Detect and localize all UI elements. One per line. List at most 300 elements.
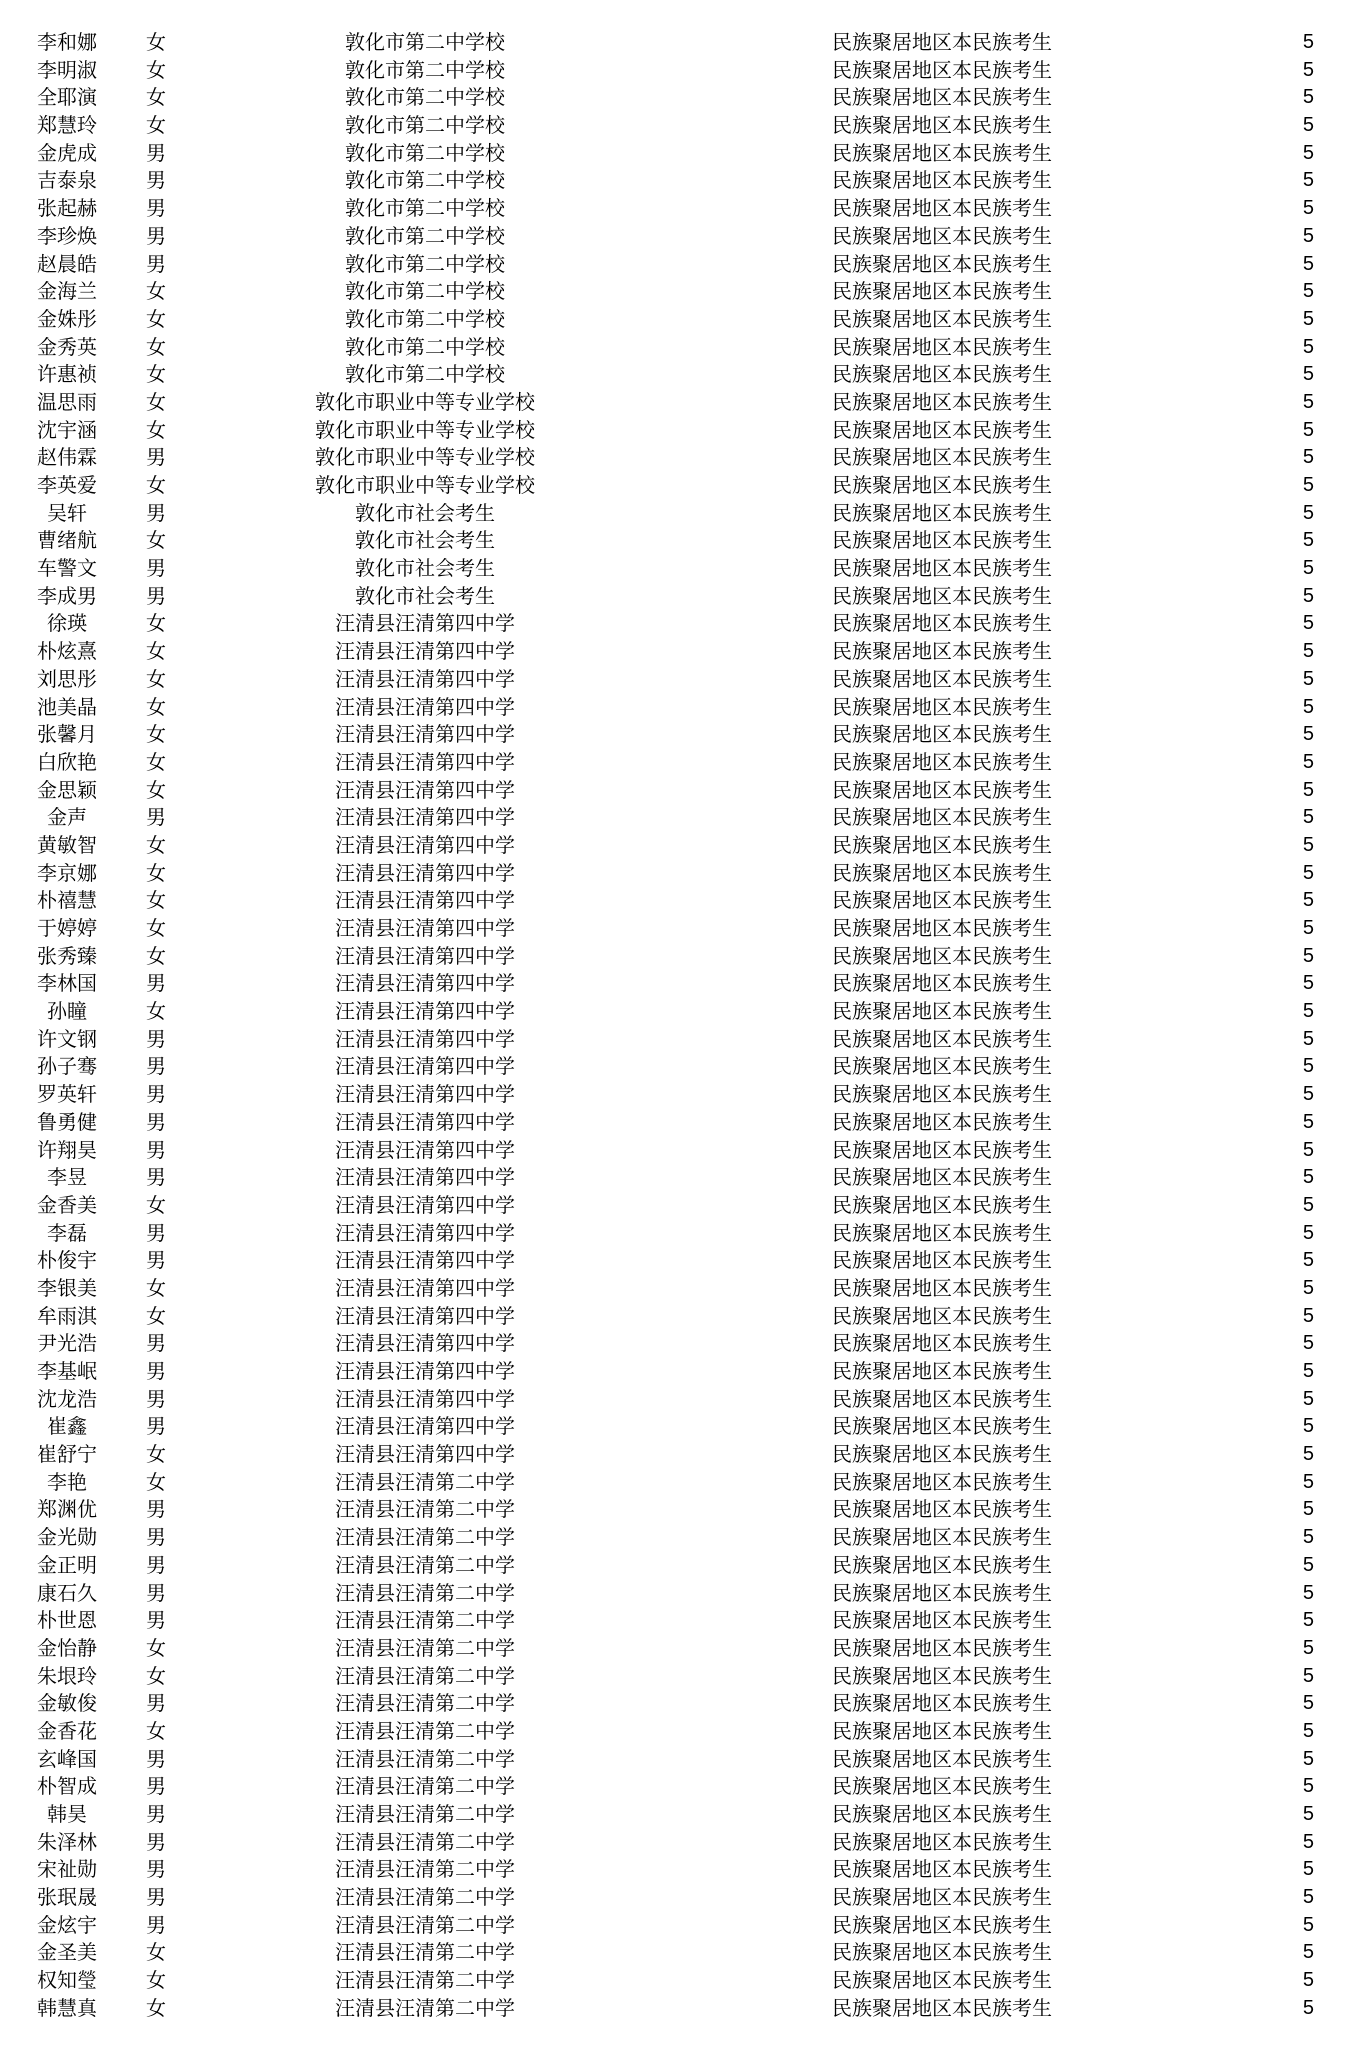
table-row [0, 1413, 1367, 1441]
student-category: 民族聚居地区本民族考生 [832, 1746, 1052, 1771]
table-row [0, 29, 1367, 57]
bonus-points: 5 [1302, 1193, 1314, 1216]
student-school: 汪清县汪清第二中学 [335, 1497, 515, 1522]
student-school: 汪清县汪清第四中学 [335, 1220, 515, 1245]
student-gender: 女 [146, 334, 166, 359]
student-name: 金秀英 [37, 334, 97, 359]
table-row [0, 389, 1367, 417]
student-name: 赵晨皓 [37, 251, 97, 276]
bonus-points: 5 [1302, 141, 1314, 164]
table-row [0, 527, 1367, 555]
student-category: 民族聚居地区本民族考生 [832, 888, 1052, 913]
student-category: 民族聚居地区本民族考生 [832, 1386, 1052, 1411]
student-category: 民族聚居地区本民族考生 [832, 473, 1052, 497]
table-row [0, 306, 1367, 334]
student-category: 民族聚居地区本民族考生 [832, 556, 1052, 581]
student-category: 民族聚居地区本民族考生 [832, 500, 1052, 525]
student-gender: 男 [146, 1137, 166, 1162]
student-category: 民族聚居地区本民族考生 [832, 639, 1052, 664]
student-school: 敦化市社会考生 [355, 556, 495, 581]
bonus-points: 5 [1302, 1969, 1314, 1992]
student-school: 汪清县汪清第四中学 [335, 1386, 515, 1411]
bonus-points: 5 [1302, 1415, 1314, 1438]
bonus-points: 5 [1302, 1138, 1314, 1161]
student-school: 敦化市第二中学校 [345, 85, 505, 110]
student-category: 民族聚居地区本民族考生 [832, 1691, 1052, 1716]
student-school: 敦化市第二中学校 [345, 362, 505, 387]
bonus-points: 5 [1302, 31, 1314, 53]
table-row [0, 278, 1367, 306]
student-gender: 男 [146, 1608, 166, 1633]
student-name: 金虎成 [37, 140, 97, 165]
student-school: 汪清县汪清第四中学 [335, 722, 515, 747]
bonus-points: 5 [1302, 750, 1314, 773]
student-category: 民族聚居地区本民族考生 [832, 749, 1052, 774]
student-category: 民族聚居地区本民族考生 [832, 196, 1052, 221]
student-name: 康石久 [37, 1580, 97, 1605]
student-gender: 女 [146, 860, 166, 885]
student-school: 汪清县汪清第二中学 [335, 1552, 515, 1577]
table-row [0, 1386, 1367, 1414]
student-category: 民族聚居地区本民族考生 [832, 1469, 1052, 1494]
student-gender: 女 [146, 1968, 166, 1993]
student-school: 汪清县汪清第四中学 [335, 1054, 515, 1079]
student-category: 民族聚居地区本民族考生 [832, 113, 1052, 138]
student-school: 汪清县汪清第四中学 [335, 916, 515, 940]
student-name: 金炫宇 [37, 1912, 97, 1937]
student-school: 汪清县汪清第四中学 [335, 666, 515, 691]
student-name: 李银美 [37, 1275, 97, 1300]
student-name: 李珍焕 [37, 223, 97, 248]
student-gender: 女 [146, 1663, 166, 1688]
table-row [0, 1635, 1367, 1663]
student-gender: 男 [146, 140, 166, 165]
bonus-points: 5 [1302, 1332, 1314, 1355]
student-category: 民族聚居地区本民族考生 [832, 1220, 1052, 1245]
student-gender: 男 [146, 805, 166, 830]
table-row [0, 1441, 1367, 1469]
student-category: 民族聚居地区本民族考生 [832, 85, 1052, 110]
student-category: 民族聚居地区本民族考生 [832, 916, 1052, 940]
roster-table [0, 29, 1367, 2023]
bonus-points: 5 [1302, 1941, 1314, 1964]
student-category: 民族聚居地区本民族考生 [832, 1303, 1052, 1328]
student-name: 车警文 [37, 556, 97, 581]
student-name: 李艳 [47, 1469, 87, 1494]
bonus-points: 5 [1302, 1747, 1314, 1770]
student-school: 汪清县汪清第四中学 [335, 1275, 515, 1300]
student-category: 民族聚居地区本民族考生 [832, 1663, 1052, 1688]
student-gender: 女 [146, 1192, 166, 1217]
student-name: 郑渊优 [37, 1497, 97, 1522]
student-school: 汪清县汪清第四中学 [335, 1082, 515, 1107]
table-row [0, 721, 1367, 749]
student-school: 汪清县汪清第四中学 [335, 1442, 515, 1467]
student-name: 朴智成 [37, 1774, 97, 1799]
table-row [0, 970, 1367, 998]
table-row [0, 84, 1367, 112]
student-category: 民族聚居地区本民族考生 [832, 1857, 1052, 1882]
student-category: 民族聚居地区本民族考生 [832, 1026, 1052, 1051]
student-gender: 男 [146, 1857, 166, 1882]
bonus-points: 5 [1302, 252, 1314, 275]
student-gender: 男 [146, 445, 166, 470]
student-category: 民族聚居地区本民族考生 [832, 666, 1052, 691]
table-row [0, 555, 1367, 583]
bonus-points: 5 [1302, 557, 1314, 580]
student-gender: 男 [146, 1165, 166, 1190]
bonus-points: 5 [1302, 1996, 1314, 2019]
student-name: 李磊 [47, 1220, 87, 1245]
table-row [0, 1164, 1367, 1192]
student-gender: 男 [146, 168, 166, 193]
student-gender: 男 [146, 196, 166, 221]
student-category: 民族聚居地区本民族考生 [832, 1525, 1052, 1550]
bonus-points: 5 [1302, 280, 1314, 303]
table-row [0, 1746, 1367, 1774]
student-gender: 女 [146, 113, 166, 138]
student-category: 民族聚居地区本民族考生 [832, 611, 1052, 636]
bonus-points: 5 [1302, 474, 1314, 496]
student-category: 民族聚居地区本民族考生 [832, 306, 1052, 331]
table-row [0, 998, 1367, 1026]
student-school: 汪清县汪清第二中学 [335, 1995, 515, 2020]
student-school: 汪清县汪清第二中学 [335, 1469, 515, 1494]
bonus-points: 5 [1302, 917, 1314, 939]
student-school: 敦化市第二中学校 [345, 279, 505, 304]
bonus-points: 5 [1302, 224, 1314, 247]
table-row [0, 804, 1367, 832]
student-gender: 男 [146, 1497, 166, 1522]
student-gender: 男 [146, 1331, 166, 1356]
student-school: 汪清县汪清第二中学 [335, 1857, 515, 1882]
student-name: 金香花 [37, 1718, 97, 1743]
student-name: 金怡静 [37, 1635, 97, 1660]
student-category: 民族聚居地区本民族考生 [832, 971, 1052, 996]
bonus-points: 5 [1302, 1858, 1314, 1881]
student-school: 汪清县汪清第二中学 [335, 1829, 515, 1854]
student-category: 民族聚居地区本民族考生 [832, 694, 1052, 719]
student-category: 民族聚居地区本民族考生 [832, 583, 1052, 608]
table-row [0, 1995, 1367, 2023]
student-name: 崔鑫 [47, 1414, 87, 1439]
student-name: 尹光浩 [37, 1331, 97, 1356]
student-gender: 男 [146, 556, 166, 581]
student-name: 李林国 [37, 971, 97, 996]
student-name: 玄峰国 [37, 1746, 97, 1771]
table-row [0, 334, 1367, 362]
student-school: 汪清县汪清第四中学 [335, 805, 515, 830]
bonus-points: 5 [1302, 1470, 1314, 1493]
student-category: 民族聚居地区本民族考生 [832, 722, 1052, 747]
student-school: 汪清县汪清第二中学 [335, 1525, 515, 1550]
student-name: 许惠祯 [37, 362, 97, 387]
table-row [0, 583, 1367, 611]
bonus-points: 5 [1302, 944, 1314, 967]
student-school: 汪清县汪清第四中学 [335, 943, 515, 968]
table-row [0, 500, 1367, 528]
student-gender: 男 [146, 1414, 166, 1439]
student-name: 朴禧慧 [37, 888, 97, 913]
student-category: 民族聚居地区本民族考生 [832, 389, 1052, 414]
student-school: 汪清县汪清第四中学 [335, 971, 515, 996]
table-row [0, 1552, 1367, 1580]
bonus-points: 5 [1302, 1498, 1314, 1521]
student-school: 汪清县汪清第四中学 [335, 1137, 515, 1162]
student-name: 韩慧真 [37, 1995, 97, 2020]
student-category: 民族聚居地区本民族考生 [832, 30, 1052, 54]
student-gender: 男 [146, 251, 166, 276]
table-row [0, 112, 1367, 140]
bonus-points: 5 [1302, 861, 1314, 884]
student-school: 汪清县汪清第二中学 [335, 1802, 515, 1826]
student-category: 民族聚居地区本民族考生 [832, 279, 1052, 304]
bonus-points: 5 [1302, 363, 1314, 386]
bonus-points: 5 [1302, 1443, 1314, 1466]
student-name: 温思雨 [37, 389, 97, 414]
table-row [0, 1081, 1367, 1109]
student-gender: 女 [146, 1303, 166, 1328]
table-row [0, 361, 1367, 389]
student-name: 许文钢 [37, 1026, 97, 1051]
student-gender: 女 [146, 639, 166, 664]
table-row [0, 1690, 1367, 1718]
student-gender: 女 [146, 1442, 166, 1467]
table-row [0, 1773, 1367, 1801]
bonus-points: 5 [1302, 1083, 1314, 1106]
student-category: 民族聚居地区本民族考生 [832, 832, 1052, 857]
student-name: 于婷婷 [37, 916, 97, 940]
student-category: 民族聚居地区本民族考生 [832, 362, 1052, 387]
table-row [0, 666, 1367, 694]
student-gender: 男 [146, 1746, 166, 1771]
table-row [0, 1275, 1367, 1303]
table-row [0, 1829, 1367, 1857]
student-school: 汪清县汪清第二中学 [335, 1663, 515, 1688]
bonus-points: 5 [1302, 1027, 1314, 1050]
student-name: 李和娜 [37, 30, 97, 54]
table-row [0, 1939, 1367, 1967]
bonus-points: 5 [1302, 667, 1314, 690]
table-row [0, 887, 1367, 915]
student-name: 金思颖 [37, 777, 97, 802]
student-gender: 男 [146, 1552, 166, 1577]
student-name: 李昱 [47, 1165, 87, 1190]
student-category: 民族聚居地区本民族考生 [832, 1580, 1052, 1605]
student-name: 张起赫 [37, 196, 97, 221]
student-name: 金声 [47, 805, 87, 830]
table-row [0, 195, 1367, 223]
student-category: 民族聚居地区本民族考生 [832, 1192, 1052, 1217]
bonus-points: 5 [1302, 307, 1314, 330]
table-row [0, 1967, 1367, 1995]
student-name: 池美晶 [37, 694, 97, 719]
student-school: 汪清县汪清第二中学 [335, 1940, 515, 1965]
student-gender: 男 [146, 1220, 166, 1245]
table-row [0, 638, 1367, 666]
student-gender: 女 [146, 389, 166, 414]
student-name: 张珉晟 [37, 1885, 97, 1910]
student-gender: 男 [146, 500, 166, 525]
student-name: 徐瑛 [47, 611, 87, 636]
student-category: 民族聚居地区本民族考生 [832, 1248, 1052, 1273]
table-row [0, 860, 1367, 888]
student-gender: 女 [146, 1275, 166, 1300]
table-row [0, 223, 1367, 251]
student-name: 沈宇涵 [37, 417, 97, 442]
student-school: 汪清县汪清第四中学 [335, 1109, 515, 1134]
table-row [0, 915, 1367, 943]
student-gender: 女 [146, 916, 166, 940]
student-school: 敦化市社会考生 [355, 583, 495, 608]
table-row [0, 1912, 1367, 1940]
table-row [0, 1884, 1367, 1912]
student-name: 沈龙浩 [37, 1386, 97, 1411]
bonus-points: 5 [1302, 1664, 1314, 1687]
student-category: 民族聚居地区本民族考生 [832, 251, 1052, 276]
student-school: 汪清县汪清第四中学 [335, 1165, 515, 1190]
student-category: 民族聚居地区本民族考生 [832, 1552, 1052, 1577]
student-name: 金姝彤 [37, 306, 97, 331]
student-category: 民族聚居地区本民族考生 [832, 1054, 1052, 1079]
student-school: 敦化市第二中学校 [345, 30, 505, 54]
bonus-points: 5 [1302, 806, 1314, 829]
student-school: 汪清县汪清第四中学 [335, 1026, 515, 1051]
student-name: 权知瑩 [37, 1968, 97, 1993]
table-row [0, 472, 1367, 500]
bonus-points: 5 [1302, 1360, 1314, 1382]
student-gender: 男 [146, 1691, 166, 1716]
student-name: 全耶演 [37, 85, 97, 110]
table-row [0, 1718, 1367, 1746]
student-school: 汪清县汪清第四中学 [335, 888, 515, 913]
student-school: 汪清县汪清第二中学 [335, 1608, 515, 1633]
student-name: 牟雨淇 [37, 1303, 97, 1328]
student-name: 张馨月 [37, 722, 97, 747]
student-gender: 男 [146, 1082, 166, 1107]
student-category: 民族聚居地区本民族考生 [832, 140, 1052, 165]
bonus-points: 5 [1302, 335, 1314, 358]
student-name: 李京娜 [37, 860, 97, 885]
student-category: 民族聚居地区本民族考生 [832, 999, 1052, 1024]
table-row [0, 1801, 1367, 1829]
student-gender: 女 [146, 694, 166, 719]
student-category: 民族聚居地区本民族考生 [832, 445, 1052, 470]
student-name: 白欣艳 [37, 749, 97, 774]
bonus-points: 5 [1302, 1055, 1314, 1078]
student-name: 宋祉勋 [37, 1857, 97, 1882]
student-category: 民族聚居地区本民族考生 [832, 1331, 1052, 1356]
student-school: 敦化市第二中学校 [345, 306, 505, 331]
student-category: 民族聚居地区本民族考生 [832, 1885, 1052, 1910]
student-category: 民族聚居地区本民族考生 [832, 1137, 1052, 1162]
student-category: 民族聚居地区本民族考生 [832, 1940, 1052, 1965]
student-gender: 男 [146, 1802, 166, 1826]
student-gender: 男 [146, 1386, 166, 1411]
student-gender: 女 [146, 832, 166, 857]
bonus-points: 5 [1302, 1221, 1314, 1244]
student-gender: 男 [146, 1580, 166, 1605]
student-name: 崔舒宁 [37, 1442, 97, 1467]
student-category: 民族聚居地区本民族考生 [832, 1414, 1052, 1439]
student-school: 敦化市第二中学校 [345, 168, 505, 193]
bonus-points: 5 [1302, 1803, 1314, 1825]
student-school: 汪清县汪清第二中学 [335, 1774, 515, 1799]
student-name: 黄敏智 [37, 832, 97, 857]
bonus-points: 5 [1302, 1387, 1314, 1410]
student-name: 朴世恩 [37, 1608, 97, 1633]
student-school: 汪清县汪清第二中学 [335, 1635, 515, 1660]
student-gender: 男 [146, 1359, 166, 1383]
student-school: 汪清县汪清第四中学 [335, 999, 515, 1024]
student-gender: 女 [146, 1995, 166, 2020]
student-school: 汪清县汪清第四中学 [335, 860, 515, 885]
bonus-points: 5 [1302, 169, 1314, 192]
table-row [0, 749, 1367, 777]
student-category: 民族聚居地区本民族考生 [832, 417, 1052, 442]
student-gender: 女 [146, 30, 166, 54]
table-row [0, 1524, 1367, 1552]
student-name: 金敏俊 [37, 1691, 97, 1716]
table-row [0, 1109, 1367, 1137]
bonus-points: 5 [1302, 889, 1314, 912]
student-gender: 女 [146, 528, 166, 553]
student-gender: 男 [146, 1248, 166, 1273]
student-name: 金香美 [37, 1192, 97, 1217]
student-school: 敦化市第二中学校 [345, 113, 505, 138]
student-gender: 女 [146, 362, 166, 387]
student-category: 民族聚居地区本民族考生 [832, 1165, 1052, 1190]
bonus-points: 5 [1302, 418, 1314, 441]
student-category: 民族聚居地区本民族考生 [832, 57, 1052, 82]
bonus-points: 5 [1302, 1276, 1314, 1299]
table-row [0, 610, 1367, 638]
student-name: 李明淑 [37, 57, 97, 82]
student-name: 金正明 [37, 1552, 97, 1577]
student-name: 金海兰 [37, 279, 97, 304]
bonus-points: 5 [1302, 584, 1314, 607]
student-school: 汪清县汪清第四中学 [335, 749, 515, 774]
student-name: 金光勋 [37, 1525, 97, 1550]
student-school: 汪清县汪清第四中学 [335, 1303, 515, 1328]
student-gender: 女 [146, 722, 166, 747]
student-category: 民族聚居地区本民族考生 [832, 1829, 1052, 1854]
student-category: 民族聚居地区本民族考生 [832, 528, 1052, 553]
student-gender: 男 [146, 583, 166, 608]
bonus-points: 5 [1302, 197, 1314, 220]
student-name: 朱垠玲 [37, 1663, 97, 1688]
student-school: 汪清县汪清第四中学 [335, 639, 515, 664]
student-gender: 女 [146, 85, 166, 110]
student-gender: 男 [146, 1885, 166, 1910]
table-row [0, 1663, 1367, 1691]
student-category: 民族聚居地区本民族考生 [832, 1442, 1052, 1467]
student-category: 民族聚居地区本民族考生 [832, 805, 1052, 830]
student-gender: 男 [146, 971, 166, 996]
table-row [0, 1053, 1367, 1081]
student-gender: 女 [146, 279, 166, 304]
student-school: 汪清县汪清第二中学 [335, 1912, 515, 1937]
student-school: 敦化市社会考生 [355, 528, 495, 553]
student-name: 朴俊宇 [37, 1248, 97, 1273]
student-school: 汪清县汪清第四中学 [335, 1248, 515, 1273]
bonus-points: 5 [1302, 58, 1314, 81]
table-row [0, 943, 1367, 971]
bonus-points: 5 [1302, 1166, 1314, 1189]
bonus-points: 5 [1302, 86, 1314, 109]
student-gender: 女 [146, 306, 166, 331]
student-school: 汪清县汪清第二中学 [335, 1885, 515, 1910]
